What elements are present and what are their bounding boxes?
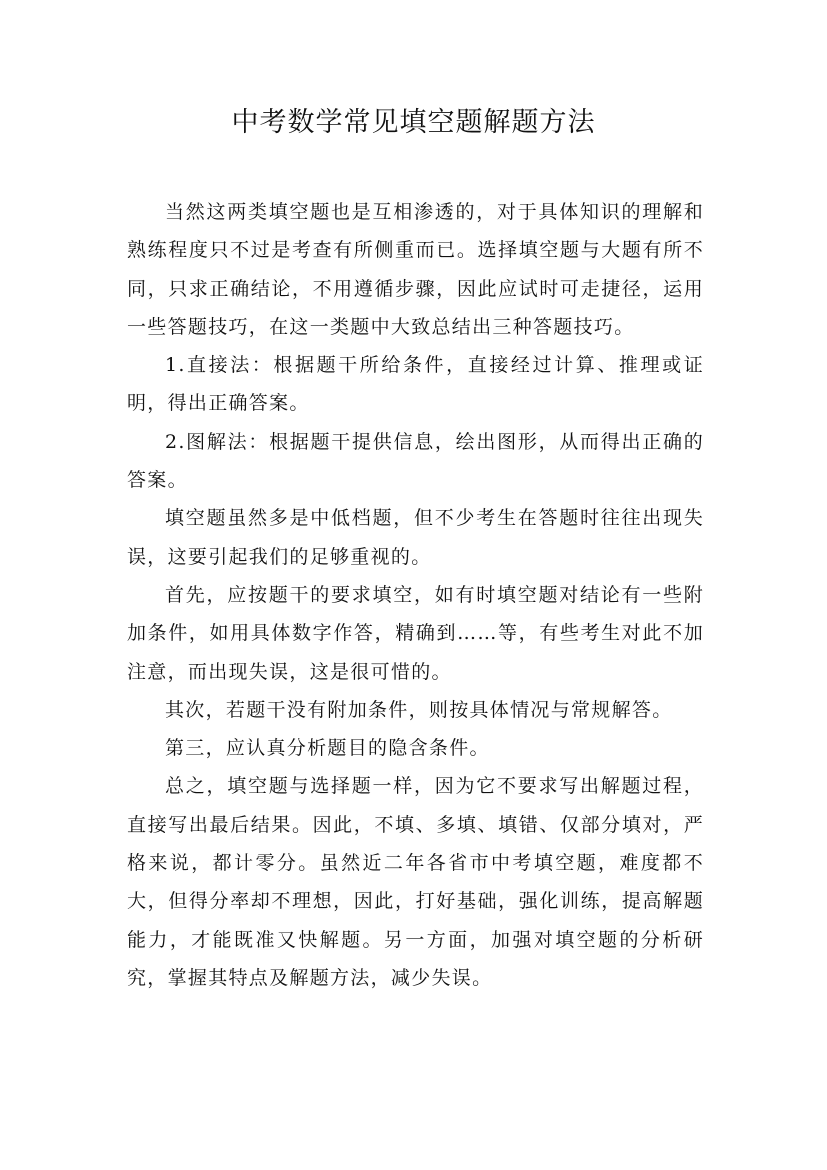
- paragraph-graphic-method: 2.图解法：根据题干提供信息，绘出图形，从而得出正确的答案。: [127, 430, 704, 492]
- paragraph-second-point: 其次，若题干没有附加条件，则按具体情况与常规解答。: [165, 698, 673, 721]
- paragraph-common-mistakes: 填空题虽然多是中低档题，但不少考生在答题时往往出现失误，这要引起我们的足够重视的。: [127, 507, 704, 568]
- paragraph-third-point: 第三，应认真分析题目的隐含条件。: [165, 737, 490, 760]
- paragraph-direct-method: 1.直接法：根据题干所给条件，直接经过计算、推理或证明，得出正确答案。: [127, 354, 704, 415]
- paragraph-summary: 总之，填空题与选择题一样，因为它不要求写出解题过程，直接写出最后结果。因此，不填、多填、填错、仅部分填对，严格来说，都计零分。虽然近二年各省市中考填空题，难度都不大，但得分率却不理想，因此，打好基础，强化训练，提高解题能力，才能既准又快解题。另一方面，加强对填空题的分析研究，掌握其特点及解题方法，减少失误。: [127, 775, 704, 989]
- paragraph-intro: 当然这两类填空题也是互相渗透的，对于具体知识的理解和熟练程度只不过是考查有所侧重而已。选择填空题与大题有所不同，只求正确结论，不用遵循步骤，因此应试时可走捷径，运用一些答题技巧，在这一类题中大致总结出三种答题技巧。: [127, 201, 704, 338]
- document-title: 中考数学常见填空题解题方法: [231, 107, 596, 138]
- document-body: [127, 193, 704, 997]
- paragraph-first-point: 首先，应按题干的要求填空，如有时填空题对结论有一些附加条件，如用具体数字作答，精确到……等，有些考生对此不加注意，而出现失误，这是很可惜的。: [127, 583, 704, 683]
